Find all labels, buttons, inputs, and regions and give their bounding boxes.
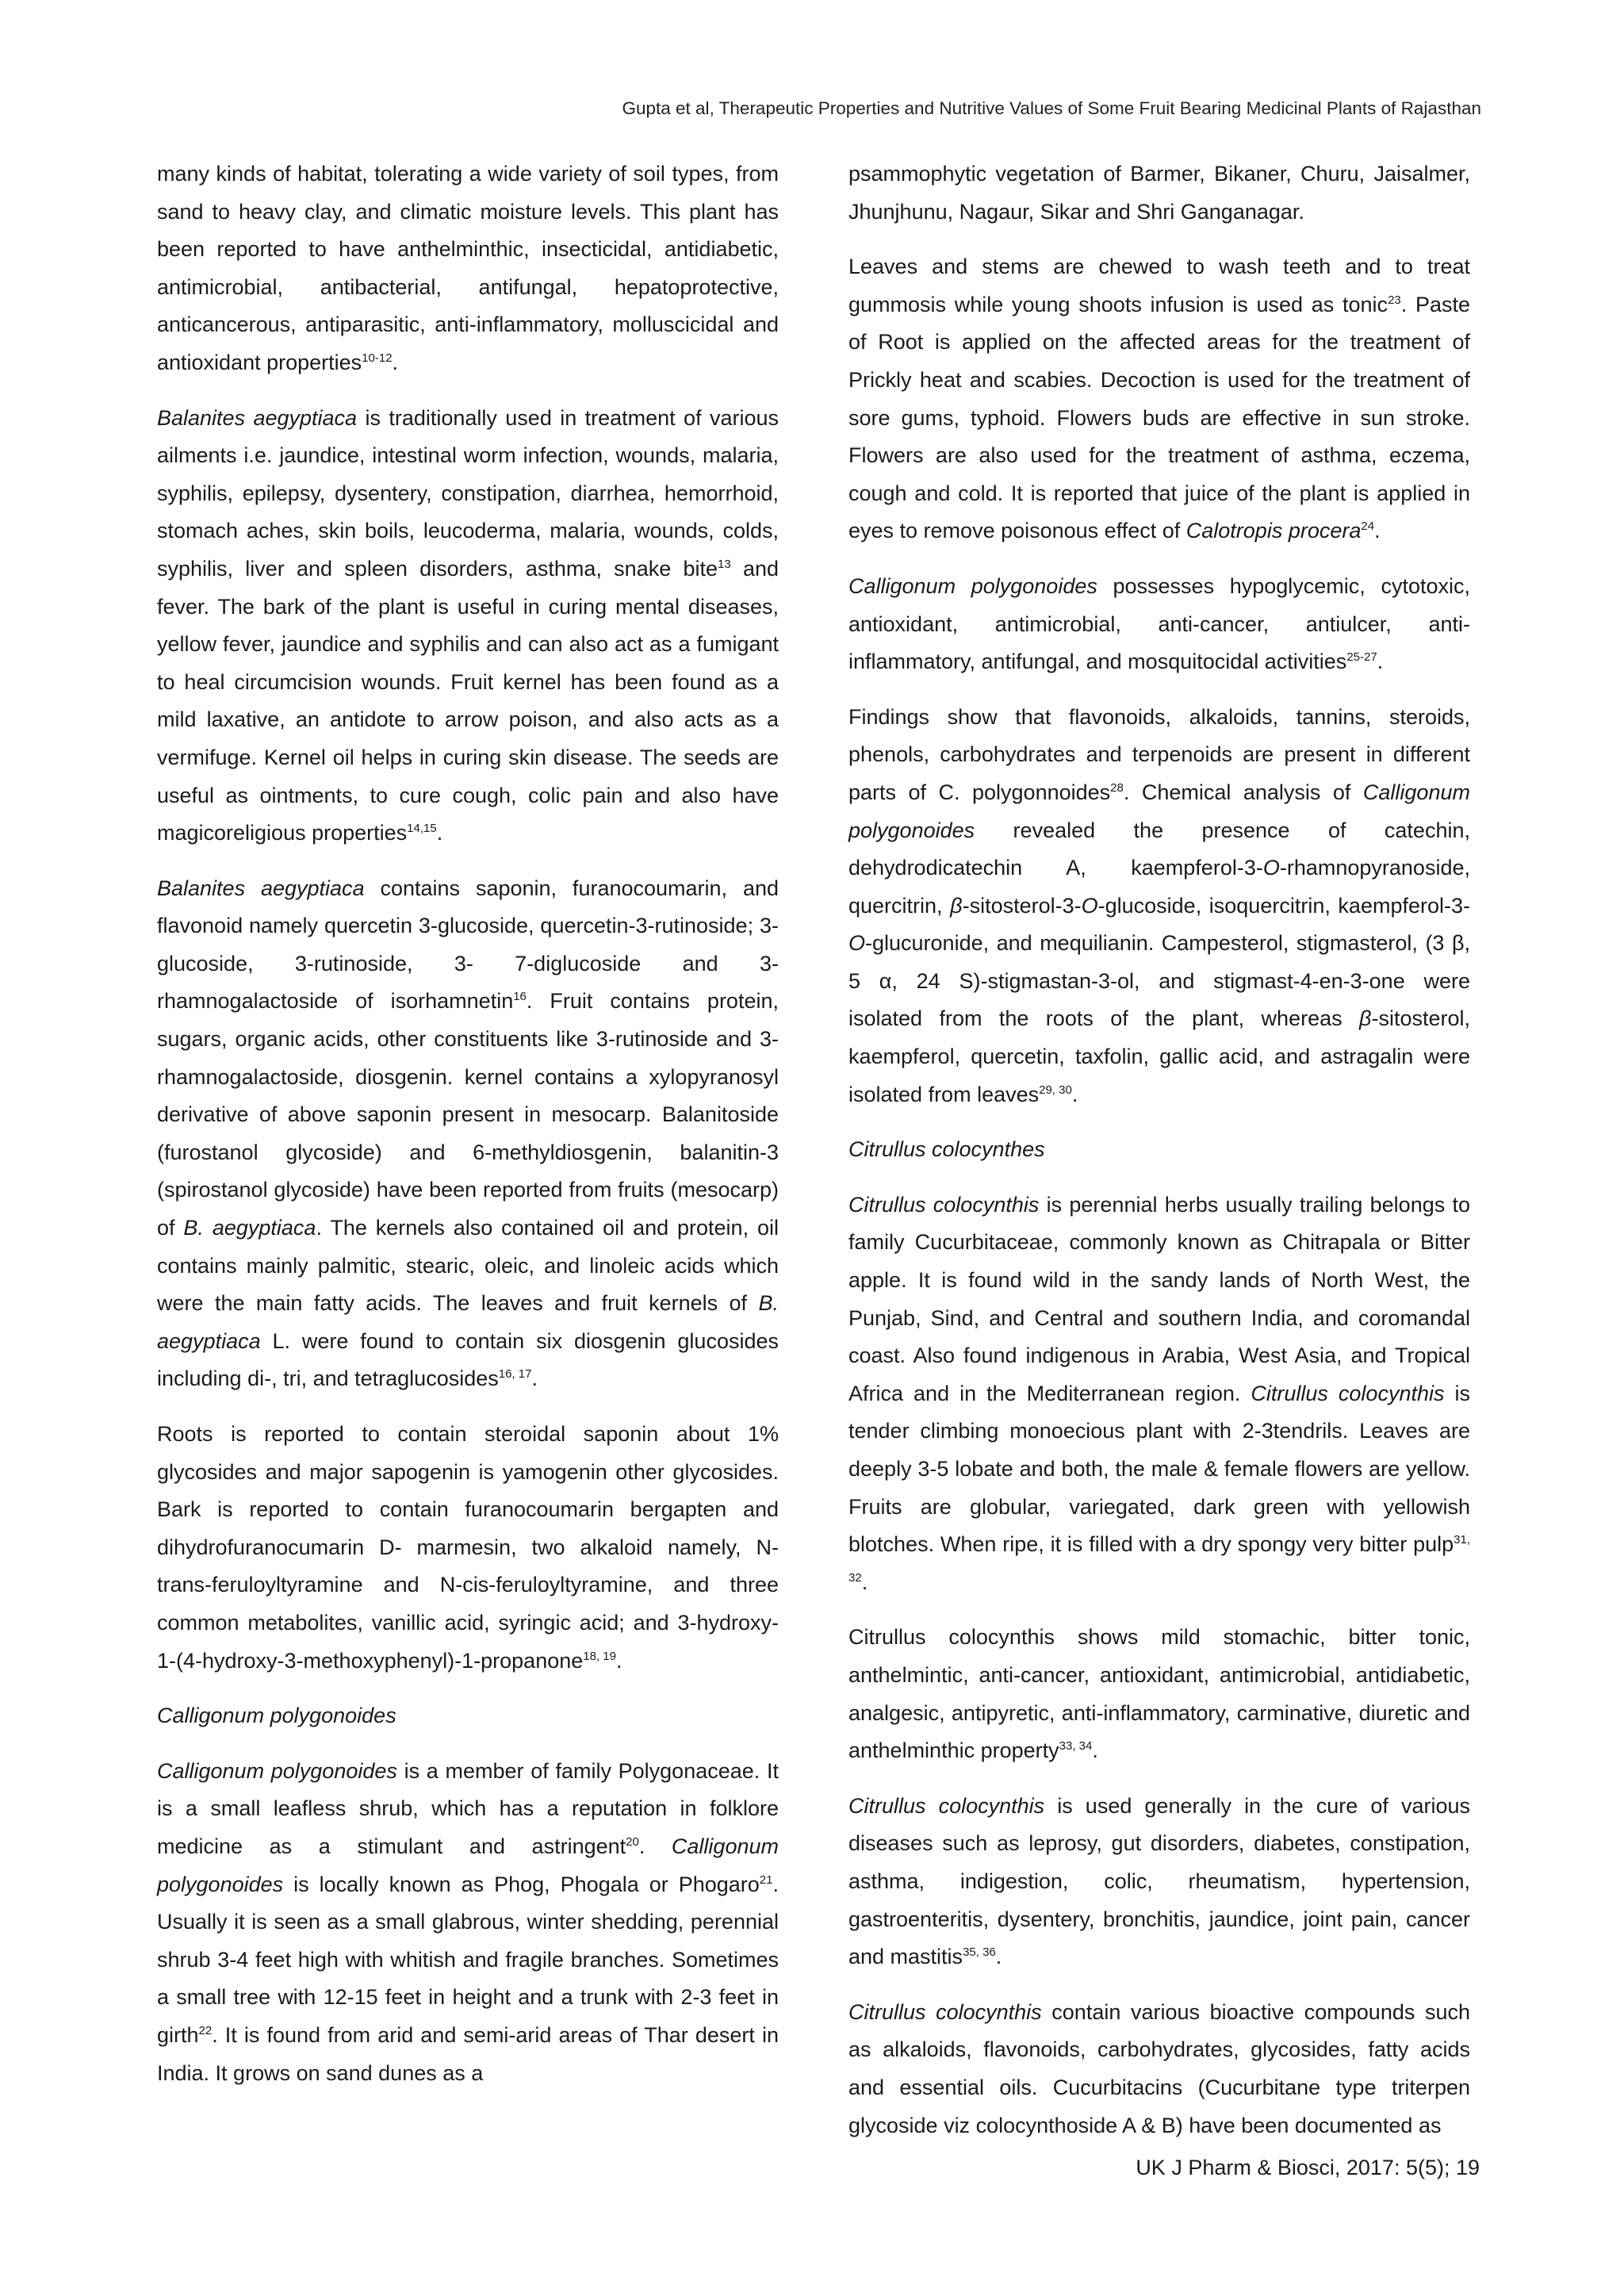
citation: 18, 19 bbox=[583, 1649, 616, 1663]
species-name: Balanites aegyptiaca bbox=[157, 876, 365, 900]
paragraph: Findings show that flavonoids, alkaloids, tannins, steroids, phenols, carbohydrates and terpenoids are present in different parts of C. polygonnoides$^{28}$. Chemical analysis of Calligonum polygonoides revealed the presence of catechin, dehydrodicatechin A, kaempferol-3-O-rhamnopyranoside, quercitrin, β-sitosterol-3-O-glucoside, isoquercitrin, kaempferol-3-O-glucuronide, and mequilianin. Campesterol, stigmasterol, (3 β, 5 α, 24 S)-stigmastan-3-ol, and stigmast-4-en-3-one were isolated from the roots of the plant, whereas β-sitosterol, kaempferol, quercetin, taxfolin, gallic acid, and astragalin were isolated from leaves$^{29, 30}$. bbox=[848, 704, 1470, 1106]
paragraph: Citrullus colocynthis is used generally in the cure of various diseases such as leprosy, gut disorders, diabetes, constipation, asthma, indigestion, colic, rheumatism, hypertension, gastroenteritis, dysentery, bronchitis, jaundice, joint pain, cancer and mastitis$^{35, 36}$. bbox=[848, 1793, 1470, 1969]
running-header: Gupta et al, Therapeutic Properties and Nutritive Values of Some Fruit Bearing Medicinal Plants of Rajasthan bbox=[622, 98, 1481, 118]
species-name: Citrullus colocynthis bbox=[848, 1793, 1045, 1818]
citation: 16 bbox=[513, 990, 527, 1004]
citation: 21 bbox=[759, 1872, 773, 1887]
citation: 20 bbox=[626, 1834, 639, 1849]
citation: 28 bbox=[1110, 780, 1124, 795]
paragraph: psammophytic vegetation of Barmer, Bikaner, Churu, Jaisalmer, Jhunjhunu, Nagaur, Sikar and Shri Ganganagar. bbox=[848, 162, 1470, 224]
citation: 24 bbox=[1361, 519, 1375, 534]
species-name: Calotropis procera bbox=[1185, 519, 1362, 543]
paragraph: Calligonum polygonoides possesses hypoglycemic, cytotoxic, antioxidant, antimicrobial, anti-cancer, antiulcer, anti-inflammatory, antifungal, and mosquitocidal activities$^{25-27}$. bbox=[848, 573, 1470, 674]
species-name: Balanites aegyptiaca bbox=[157, 405, 358, 430]
species-name: Calligonum polygonoides bbox=[157, 1834, 779, 1896]
paragraph: Roots is reported to contain steroidal saponin about 1% glycosides and major sapogenin is yamogenin other glycosides. Bark is reported to contain furanocoumarin bergapten and dihydrofuranocumarin D- marmesin, two alkaloid namely, N-trans-feruloyltyramine and N-cis-feruloyltyramine, and three common metabolites, vanillic acid, syringic acid; and 3-hydroxy-1-(4-hydroxy-3-methoxyphenyl)-1-propanone$^{18, 19}$. bbox=[157, 1422, 779, 1673]
citation: 13 bbox=[718, 557, 731, 571]
paragraph: Leaves and stems are chewed to wash teeth and to treat gummosis while young shoots infusion is used as tonic$^{23}$. Paste of Root is applied on the affected areas for the treatment of Prickly heat and scabies. Decoction is used for the treatment of sore gums, typhoid. Flowers buds are effective in sun stroke. Flowers are also used for the treatment of asthma, eczema, cough and cold. It is reported that juice of the plant is applied in eyes to remove poisonous effect of Calotropis procera$^{24}$. bbox=[848, 255, 1471, 543]
citation: 22 bbox=[198, 2023, 213, 2037]
header-authors: Gupta et al bbox=[622, 98, 710, 118]
citation: 25-27 bbox=[1346, 650, 1377, 665]
paragraph: Balanites aegyptiaca contains saponin, furanocoumarin, and flavonoid namely quercetin 3-glucoside, quercetin-3-rutinoside; 3-glucoside, 3-rutinoside, 3- 7-diglucoside and 3-rhamnogalactoside of isorhamnetin$^{16}$. Fruit contains protein, sugars, organic acids, other constituents like 3-rutinoside and 3-rhamnogalactoside, diosgenin. kernel contains a xylopyranosyl derivative of above saponin present in mesocarp. Balanitoside (furostanol glycoside) and 6-methyldiosgenin, balanitin-3 (spirostanol glycoside) have been reported from fruits (mesocarp) of B. aegyptiaca. The kernels also contained oil and protein, oil contains mainly palmitic, stearic, oleic, and linoleic acids which were the main fatty acids. The leaves and fruit kernels of B. aegyptiaca L. were found to contain six diosgenin glucosides including di-, tri, and tetraglucosides$^{16, 17}$. bbox=[157, 876, 779, 1391]
species-name: Calligonum polygonoides bbox=[848, 780, 1470, 842]
paragraph: Balanites aegyptiaca is traditionally used in treatment of various ailments i.e. jaundice, intestinal worm infection, wounds, malaria, syphilis, epilepsy, dysentery, constipation, diarrhea, hemorrhoid, stomach aches, skin boils, leucoderma, malaria, wounds, colds, syphilis, liver and spleen disorders, asthma, snake bite$^{13}$ and fever. The bark of the plant is useful in curing mental diseases, yellow fever, jaundice and syphilis and can also act as a fumigant to heal circumcision wounds. Fruit kernel has been found as a mild laxative, an antidote to arrow poison, and also acts as a vermifuge. Kernel oil helps in curing skin disease. The seeds are useful as ointments, to cure cough, colic pain and also have magicoreligious properties$^{14,15}$. bbox=[157, 405, 779, 845]
species-name: Citrullus colocynthis bbox=[848, 1192, 1040, 1217]
species-name: B. aegyptiaca bbox=[157, 1291, 779, 1353]
paragraph: Citrullus colocynthis contain various bioactive compounds such as alkaloids, flavonoids, carbohydrates, glycosides, fatty acids and essential oils. Cucurbitacins (Cucurbitane type triterpen glycoside viz colocynthoside A & B) have been documented as bbox=[848, 1999, 1470, 2137]
species-name: B. aegyptiaca bbox=[183, 1216, 316, 1240]
paragraph: many kinds of habitat, tolerating a wide variety of soil types, from sand to heavy clay, and climatic moisture levels. This plant has been reported to have anthelminthic, insecticidal, antidiabetic, antimicrobial, antibacterial, antifungal, hepatoprotective, anticancerous, antiparasitic, anti-inflammatory, molluscicidal and antioxidant properties$^{10-12}$. bbox=[157, 162, 779, 374]
page-footer: UK J Pharm & Biosci, 2017: 5(5); 19 bbox=[1136, 2156, 1480, 2179]
citation: 14,15 bbox=[407, 822, 437, 836]
species-name: Citrullus colocynthis bbox=[1251, 1381, 1445, 1405]
citation: 29, 30 bbox=[1039, 1083, 1072, 1097]
paragraph: Citrullus colocynthis is perennial herbs usually trailing belongs to family Cucurbitaceae, commonly known as Chitrapala or Bitter apple. It is found wild in the sandy lands of North West, the Punjab, Sind, and Central and southern India, and coromandal coast. Also found indigenous in Arabia, West Asia, and Tropical Africa and in the Mediterranean region. Citrullus colocynthis is tender climbing monoecious plant with 2-3tendrils. Leaves are deeply 3-5 lobate and both, the male & female flowers are yellow. Fruits are globular, variegated, dark green with yellowish blotches. When ripe, it is filled with a dry spongy very bitter pulp$^{31, 32}$. bbox=[848, 1192, 1471, 1594]
citation: 31, 32 bbox=[848, 1533, 1470, 1585]
citation: 35, 36 bbox=[963, 1945, 996, 1960]
right-column bbox=[848, 155, 1470, 2162]
left-column bbox=[157, 155, 779, 2110]
species-name: Calligonum polygonoides bbox=[157, 1758, 397, 1783]
section-heading: Citrullus colocynthes bbox=[848, 1137, 1045, 1162]
citation: 23 bbox=[1388, 293, 1401, 307]
paragraph: Citrullus colocynthis shows mild stomachic, bitter tonic, anthelmintic, anti-cancer, antioxidant, antimicrobial, antidiabetic, analgesic, antipyretic, anti-inflammatory, carminative, diuretic and anthelminthic property$^{33, 34}$. bbox=[848, 1625, 1470, 1763]
header-title: Therapeutic Properties and Nutritive Values of Some Fruit Bearing Medicinal Plants of Rajasthan bbox=[718, 98, 1481, 118]
species-name: Citrullus colocynthis bbox=[848, 1999, 1042, 2024]
citation: 16, 17 bbox=[498, 1367, 532, 1382]
citation: 33, 34 bbox=[1059, 1739, 1093, 1754]
paragraph: Calligonum polygonoides is a member of family Polygonaceae. It is a small leafless shrub, which has a reputation in folklore medicine as a stimulant and astringent$^{20}$. Calligonum polygonoides is locally known as Phog, Phogala or Phogaro$^{21}$. Usually it is seen as a small glabrous, winter shedding, perennial shrub 3-4 feet high with whitish and fragile branches. Sometimes a small tree with 12-15 feet in height and a trunk with 2-3 feet in girth$^{22}$. It is found from arid and semi-arid areas of Thar desert in India. It grows on sand dunes as a bbox=[157, 1758, 779, 2085]
section-heading: Calligonum polygonoides bbox=[157, 1704, 396, 1728]
species-name: Calligonum polygonoides bbox=[848, 573, 1097, 598]
citation: 10-12 bbox=[362, 351, 393, 365]
